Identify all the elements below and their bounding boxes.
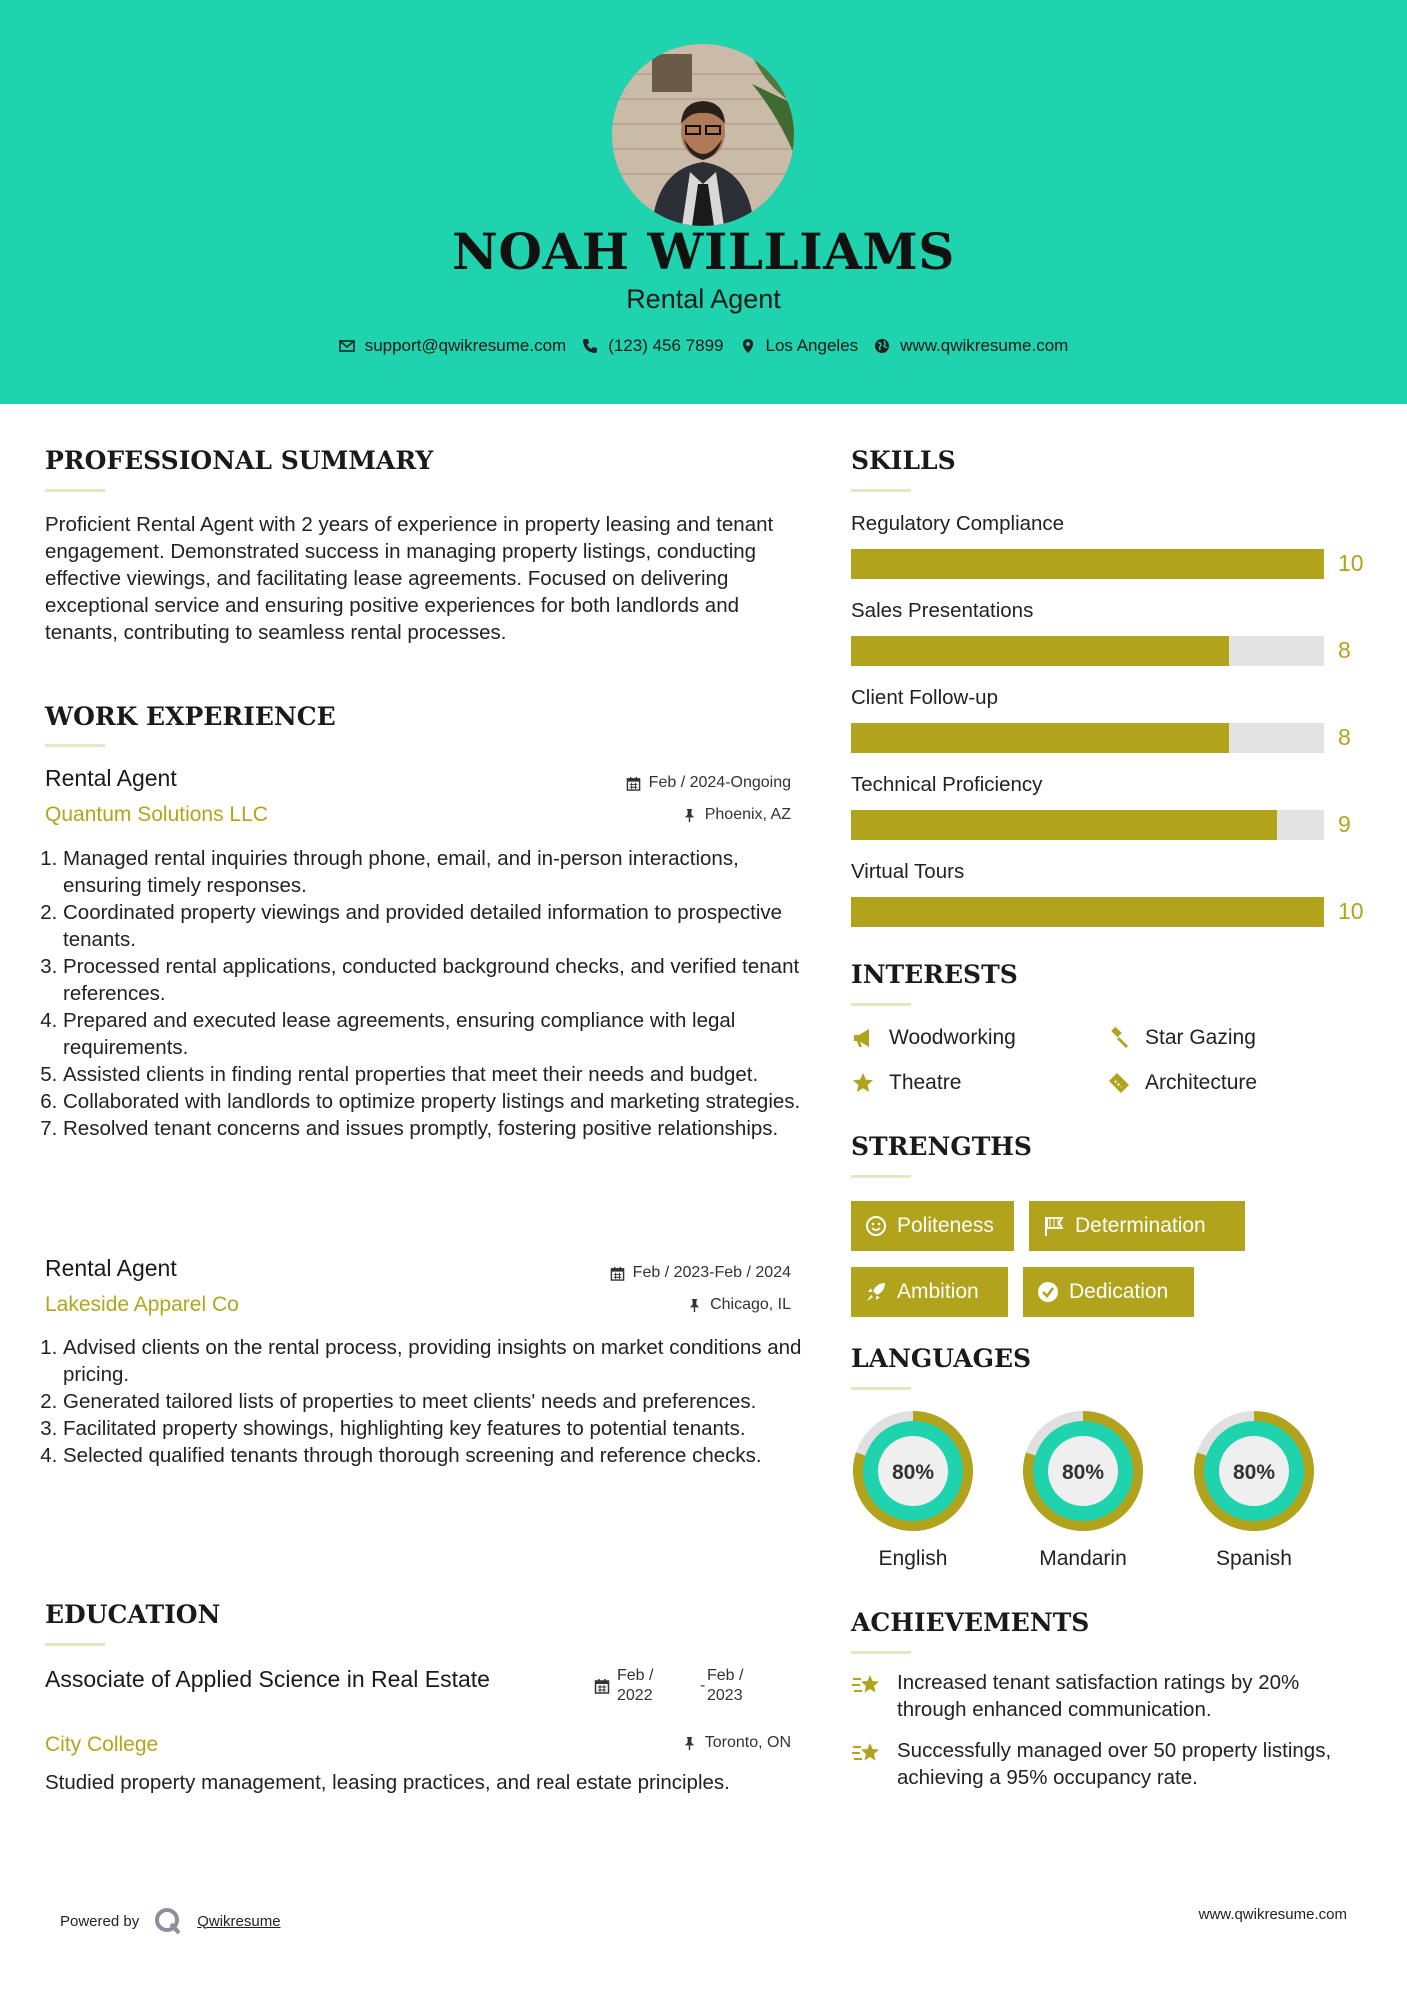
skill-label: Client Follow-up xyxy=(851,686,998,709)
skill-bar-fill xyxy=(851,549,1324,579)
megaphone-icon xyxy=(851,1026,875,1050)
skill-label: Virtual Tours xyxy=(851,860,965,883)
calendar-icon xyxy=(626,776,641,791)
job-company: Quantum Solutions LLC xyxy=(45,803,268,826)
skill-level-value: 8 xyxy=(1338,637,1351,663)
contact-email[interactable] xyxy=(339,336,567,356)
interest-label: Architecture xyxy=(1145,1071,1258,1094)
education-school: City College xyxy=(45,1733,159,1756)
interests-heading: INTERESTS xyxy=(851,960,1018,989)
job-location-text: Chicago, IL xyxy=(710,1296,791,1313)
skill-label: Sales Presentations xyxy=(851,599,1034,622)
contact-location xyxy=(740,336,859,356)
smile-icon xyxy=(865,1215,887,1237)
job-title: Rental Agent xyxy=(45,1255,177,1281)
skills-divider xyxy=(851,489,911,492)
phone-icon xyxy=(582,338,598,354)
list-item: 2. Generated tailored lists of properties to meet clients' needs and preferences. xyxy=(63,1388,818,1415)
interest-label: Theatre xyxy=(889,1071,962,1094)
job-location xyxy=(687,1296,791,1314)
achievement-item xyxy=(851,1669,1371,1723)
list-item: 1. Managed rental inquiries through phone, email, and in-person interactions, ensuring timely responses. xyxy=(63,845,818,899)
envelope-icon xyxy=(339,338,355,354)
shooting-star-icon xyxy=(851,1739,883,1767)
interest-label: Star Gazing xyxy=(1145,1026,1256,1049)
language-name: Spanish xyxy=(1216,1547,1292,1570)
skill-level-value: 10 xyxy=(1338,550,1364,576)
skill-bar-track xyxy=(851,636,1324,666)
strengths-heading: STRENGTHS xyxy=(851,1132,1032,1161)
contact-phone[interactable] xyxy=(582,336,723,356)
education-divider xyxy=(45,1643,105,1646)
qwikresume-logo-icon xyxy=(153,1906,183,1936)
skill-bar-track xyxy=(851,549,1324,579)
list-item: 7. Resolved tenant concerns and issues promptly, fostering positive relationships. xyxy=(63,1115,818,1142)
strength-label: Ambition xyxy=(897,1280,979,1303)
skill-bar-track xyxy=(851,723,1324,753)
achievement-text: Increased tenant satisfaction ratings by 20% through enhanced communication. xyxy=(897,1671,1300,1721)
shooting-star-icon xyxy=(851,1671,883,1699)
skill-bar-track xyxy=(851,897,1324,927)
calendar-icon xyxy=(594,1678,610,1694)
language-ring xyxy=(1021,1409,1145,1533)
job-location-text: Phoenix, AZ xyxy=(704,806,791,823)
achievements-heading: ACHIEVEMENTS xyxy=(851,1608,1090,1637)
skill-level-value: 9 xyxy=(1338,811,1351,837)
education-end-date: Feb / 2023 xyxy=(707,1667,744,1704)
strength-chip xyxy=(1029,1201,1245,1251)
job-company: Lakeside Apparel Co xyxy=(45,1293,239,1316)
language-item xyxy=(1021,1409,1145,1571)
flag-icon xyxy=(1043,1215,1065,1237)
list-item: 2. Coordinated property viewings and provided detailed information to prospective tenants. xyxy=(63,899,818,953)
skill-label: Regulatory Compliance xyxy=(851,512,1065,535)
calendar-icon xyxy=(610,1266,625,1281)
list-item: 4. Selected qualified tenants through thorough screening and reference checks. xyxy=(63,1442,818,1469)
job-dates xyxy=(626,774,791,792)
interest-item xyxy=(851,1026,1016,1050)
education-start-date: Feb / 2022 xyxy=(617,1667,654,1704)
contact-location-text: Los Angeles xyxy=(765,336,859,355)
job-dates xyxy=(610,1264,791,1282)
gavel-icon xyxy=(1107,1026,1131,1050)
education-heading: EDUCATION xyxy=(45,1600,221,1629)
achievement-item xyxy=(851,1737,1371,1791)
strength-label: Dedication xyxy=(1069,1280,1169,1303)
language-percent: 80% xyxy=(1061,1461,1105,1484)
achievements-divider xyxy=(851,1651,911,1654)
strength-label: Determination xyxy=(1075,1214,1206,1237)
skills-heading: SKILLS xyxy=(851,446,956,475)
job-location xyxy=(682,806,791,824)
interest-item xyxy=(1107,1026,1256,1050)
job-duties-list xyxy=(45,845,818,1142)
skill-bar-fill xyxy=(851,636,1229,666)
list-item: 4. Prepared and executed lease agreements, ensuring compliance with legal requirements. xyxy=(63,1007,818,1061)
strength-chip xyxy=(1023,1267,1194,1317)
languages-divider xyxy=(851,1387,911,1390)
footer-website[interactable]: www.qwikresume.com xyxy=(1198,1906,1347,1923)
candidate-name: NOAH WILLIAMS xyxy=(452,222,955,281)
language-ring xyxy=(1192,1409,1316,1533)
ticket-icon xyxy=(1107,1071,1131,1095)
interest-item xyxy=(1107,1071,1257,1095)
education-description: Studied property management, leasing practices, and real estate principles. xyxy=(45,1771,730,1794)
pushpin-icon xyxy=(682,808,697,823)
language-name: English xyxy=(878,1547,948,1570)
achievement-text: Successfully managed over 50 property listings, achieving a 95% occupancy rate. xyxy=(897,1739,1332,1789)
list-item: 3. Processed rental applications, conducted background checks, and verified tenant references. xyxy=(63,953,818,1007)
check-circle-icon xyxy=(1037,1281,1059,1303)
job-title: Rental Agent xyxy=(45,765,177,791)
language-item xyxy=(1192,1409,1316,1571)
pushpin-icon xyxy=(682,1736,697,1751)
strength-label: Politeness xyxy=(897,1214,994,1237)
language-name: Mandarin xyxy=(1039,1547,1127,1570)
education-location xyxy=(682,1734,791,1752)
contact-website[interactable] xyxy=(874,336,1068,356)
skill-label: Technical Proficiency xyxy=(851,773,1043,796)
skill-bar-fill xyxy=(851,897,1324,927)
summary-heading: PROFESSIONAL SUMMARY xyxy=(45,446,434,475)
experience-divider xyxy=(45,744,105,747)
contact-website-text: www.qwikresume.com xyxy=(900,336,1069,355)
languages-heading: LANGUAGES xyxy=(851,1344,1032,1373)
job-duties-list xyxy=(45,1334,818,1469)
list-item: 5. Assisted clients in finding rental properties that meet their needs and budget. xyxy=(63,1061,818,1088)
strength-chip xyxy=(851,1267,1008,1317)
language-ring xyxy=(851,1409,975,1533)
profile-photo xyxy=(612,44,794,226)
education-location-text: Toronto, ON xyxy=(704,1734,791,1751)
header-banner xyxy=(0,0,1407,404)
education-degree: Associate of Applied Science in Real Estate xyxy=(45,1666,490,1692)
list-item: 3. Facilitated property showings, highlighting key features to potential tenants. xyxy=(63,1415,818,1442)
contact-phone-text: (123) 456 7899 xyxy=(608,336,724,355)
pushpin-icon xyxy=(687,1298,702,1313)
powered-by-text: Powered by xyxy=(60,1912,140,1930)
contact-bar xyxy=(0,336,1407,356)
map-pin-icon xyxy=(740,338,756,354)
globe-icon xyxy=(874,338,890,354)
footer-powered-by xyxy=(60,1906,281,1936)
contact-email-text: support@qwikresume.com xyxy=(364,336,567,355)
skill-level-value: 10 xyxy=(1338,898,1364,924)
interest-label: Woodworking xyxy=(889,1026,1016,1049)
strength-chip xyxy=(851,1201,1014,1251)
star-icon xyxy=(851,1071,875,1095)
skill-level-value: 8 xyxy=(1338,724,1351,750)
interest-item xyxy=(851,1071,961,1095)
skill-bar-track xyxy=(851,810,1324,840)
list-item: 1. Advised clients on the rental process, providing insights on market conditions and pricing. xyxy=(63,1334,818,1388)
summary-text: Proficient Rental Agent with 2 years of experience in property leasing and tenant engagement. Demonstrated success in managing property listings, conducting effective viewings, and facilitating lease agreements. Focused on delivering exceptional service and ensuring positive experiences for both landlords and tenants, contributing to seamless rental processes. xyxy=(45,513,774,644)
education-date-separator: - xyxy=(700,1677,706,1694)
experience-heading: WORK EXPERIENCE xyxy=(45,702,336,731)
job-dates-text: Feb / 2023-Feb / 2024 xyxy=(632,1264,791,1281)
summary-divider xyxy=(45,489,105,492)
skill-bar-fill xyxy=(851,723,1229,753)
job-dates-text: Feb / 2024-Ongoing xyxy=(648,774,791,791)
strengths-divider xyxy=(851,1175,911,1178)
language-item xyxy=(851,1409,975,1571)
brand-link[interactable]: Qwikresume xyxy=(197,1912,281,1930)
rocket-icon xyxy=(865,1281,887,1303)
language-percent: 80% xyxy=(1232,1461,1276,1484)
candidate-role: Rental Agent xyxy=(626,284,781,314)
language-percent: 80% xyxy=(891,1461,935,1484)
interests-divider xyxy=(851,1003,911,1006)
list-item: 6. Collaborated with landlords to optimize property listings and marketing strategies. xyxy=(63,1088,818,1115)
skill-bar-fill xyxy=(851,810,1277,840)
